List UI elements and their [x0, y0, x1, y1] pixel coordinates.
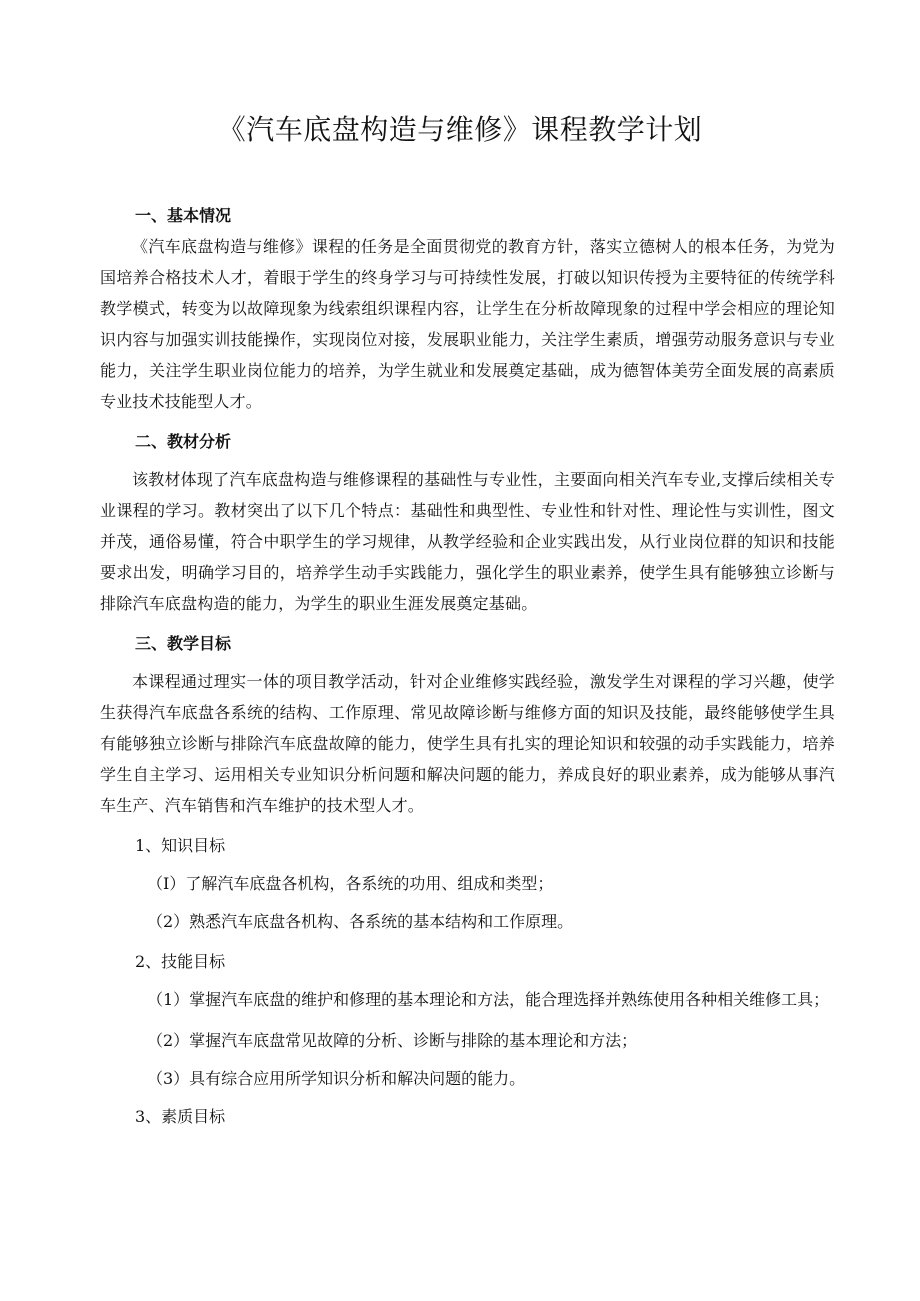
knowledge-goal-item: （2）熟悉汽车底盘各机构、各系统的基本结构和工作原理。 [147, 912, 574, 931]
section-heading-basic-info: 一、基本情况 [135, 206, 232, 225]
knowledge-goal-label: 1、知识目标 [135, 836, 226, 855]
section-paragraph-teaching-goals: 本课程通过理实一体的项目教学活动，针对企业维修实践经验，激发学生对课程的学习兴趣，使学生获得汽车底盘各系统的结构、工作原理、常见故障诊断与维修方面的知识及技能，最终能够使学生具有能够独立诊断与排除汽车底盘故障的能力，使学生具有扎实的理论知识和较强的动手实践能力，培养学生自主学习、运用相关专业知识分析问题和解决问题的能力，养成良好的职业素养，成为能够从事汽车生产、汽车销售和汽车维护的技术型人才。 [100, 672, 835, 815]
section-heading-teaching-goals: 三、教学目标 [135, 634, 232, 653]
skill-goal-item: （2）掌握汽车底盘常见故障的分析、诊断与排除的基本理论和方法； [147, 1031, 638, 1050]
quality-goal-label: 3、素质目标 [135, 1107, 226, 1126]
section-paragraph-basic-info: 《汽车底盘构造与维修》课程的任务是全面贯彻党的教育方针，落实立德树人的根本任务，为党为国培养合格技术人才，着眼于学生的终身学习与可持续性发展，打破以知识传授为主要特征的传统学科教学模式，转变为以故障现象为线索组织课程内容，让学生在分析故障现象的过程中学会相应的理论知识内容与加强实训技能操作，实现岗位对接，发展职业能力，关注学生素质，增强劳动服务意识与专业能力，关注学生职业岗位能力的培养，为学生就业和发展奠定基础，成为德智体美劳全面发展的高素质专业技术技能型人才。 [100, 237, 835, 411]
section-heading-textbook-analysis: 二、教材分析 [135, 432, 232, 451]
document-body [100, 200, 835, 1132]
skill-goal-item: （3）具有综合应用所学知识分析和解决问题的能力。 [147, 1069, 526, 1088]
skill-goal-label: 2、技能目标 [135, 952, 226, 971]
page-title: 《汽车底盘构造与维修》课程教学计划 [217, 113, 703, 146]
knowledge-goal-item: （I）了解汽车底盘各机构，各系统的功用、组成和类型； [147, 874, 554, 893]
skill-goal-item: （1）掌握汽车底盘的维护和修理的基本理论和方法，能合理选择并熟练使用各种相关维修工具； [147, 990, 830, 1009]
section-paragraph-textbook-analysis: 该教材体现了汽车底盘构造与维修课程的基础性与专业性，主要面向相关汽车专业,支撑后续相关专业课程的学习。教材突出了以下几个特点：基础性和典型性、专业性和针对性、理论性与实训性，图文并茂，通俗易懂，符合中职学生的学习规律，从教学经验和企业实践出发，从行业岗位群的知识和技能要求出发，明确学习目的，培养学生动手实践能力，强化学生的职业素养，使学生具有能够独立诊断与排除汽车底盘构造的能力，为学生的职业生涯发展奠定基础。 [100, 470, 835, 613]
